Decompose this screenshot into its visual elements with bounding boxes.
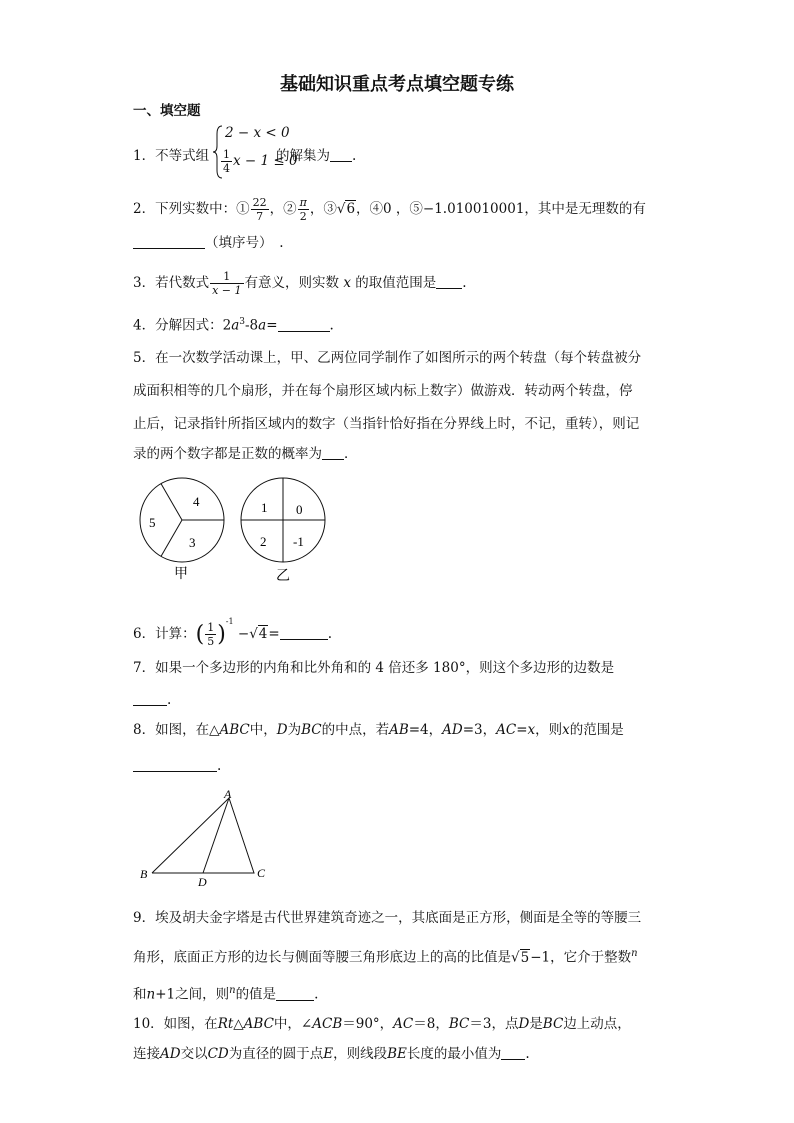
question-2-line2: （填序号） . bbox=[133, 233, 284, 253]
question-5-line4: 录的两个数字都是正数的概率为 ． bbox=[133, 446, 358, 462]
question-9-line3: 和n+1之间，则$^n$的值是 . bbox=[133, 985, 319, 1003]
answer-blank-2[interactable] bbox=[133, 234, 205, 249]
question-9-line2: 角形，底面正方形的边长与侧面等腰三角形底边上的高的比值是√5−1，它介于整数$^n$ bbox=[133, 948, 638, 966]
answer-blank-6[interactable] bbox=[280, 625, 328, 640]
question-8-line2: . bbox=[133, 756, 221, 776]
spinner-a-label: 甲 bbox=[174, 567, 188, 582]
question-8: 8．如图，在△ABC中，D为BC的中点，若AB=4，AD=3，AC=x，则x的范围是 bbox=[133, 722, 624, 738]
spinner-b-sector-1: 1 bbox=[261, 500, 268, 515]
answer-blank-9[interactable] bbox=[276, 986, 314, 1001]
answer-blank-5[interactable] bbox=[322, 445, 344, 460]
spinner-a-sector-5: 5 bbox=[149, 515, 156, 530]
spinner-a-sector-3: 3 bbox=[189, 535, 196, 550]
answer-blank-10[interactable] bbox=[501, 1045, 525, 1060]
answer-blank-3[interactable] bbox=[436, 274, 462, 289]
spinner-figure bbox=[130, 470, 340, 585]
answer-blank-1[interactable] bbox=[330, 147, 352, 162]
question-5-line2: 成面积相等的几个扇形，并在每个扇形区域内标上数字）做游戏．转动两个转盘，停 bbox=[133, 383, 633, 399]
section-heading: 一、填空题 bbox=[133, 103, 201, 119]
spinner-b-label: 乙 bbox=[276, 569, 290, 584]
question-5-line3: 止后，记录指针所指区域内的数字（当指针恰好指在分界线上时，不记，重转），则记 bbox=[133, 416, 640, 432]
spinner-b-sector-2: 2 bbox=[260, 534, 267, 549]
question-1-prefix: 1．不等式组 bbox=[133, 148, 210, 164]
point-b-label: B bbox=[140, 867, 148, 881]
q1-fraction: $\frac{1}{4}$ bbox=[223, 148, 230, 175]
answer-blank-4[interactable] bbox=[278, 317, 330, 332]
question-7-line2: . bbox=[133, 690, 171, 710]
spinner-b-sector-neg1: -1 bbox=[293, 534, 304, 549]
question-3: 3．若代数式 $\frac{1}{x - 1}$ 有意义，则实数 x 的取值范围是 . bbox=[133, 270, 467, 297]
q1-inequality-2: $\frac{1}{4}$ x − 1 ≤ 0 bbox=[223, 148, 298, 175]
question-6: 6．计算：( $\frac{1}{5}$ )$^{-1}$ −√4= . bbox=[133, 617, 332, 648]
q1-suffix: 的解集为 . bbox=[276, 148, 357, 164]
page-title: 基础知识重点考点填空题专练 bbox=[280, 74, 514, 95]
answer-blank-8[interactable] bbox=[133, 757, 217, 772]
question-2: 2．下列实数中：① $\frac{22}{7}$ ，② $\frac{\pi}{2}$ ，③√6，④0 ，⑤−1.010010001，其中是无理数的有 bbox=[133, 196, 646, 223]
spinner-a bbox=[140, 478, 224, 582]
answer-blank-7[interactable] bbox=[133, 691, 167, 706]
point-d-label: D bbox=[198, 875, 207, 889]
question-4: 4．分解因式：$2a^3-8a=$ . bbox=[133, 317, 334, 334]
spinner-b-sector-0: 0 bbox=[296, 502, 303, 517]
question-10-line1: 10．如图，在Rt△ABC中，∠ACB＝90°，AC＝8，BC＝3，点D是BC边上动点， bbox=[133, 1016, 631, 1032]
question-9-line1: 9．埃及胡夫金字塔是古代世界建筑奇迹之一，其底面是正方形，侧面是全等的等腰三 bbox=[133, 910, 642, 926]
question-10-line2: 连接AD交以CD为直径的圆于点E，则线段BE长度的最小值为 . bbox=[133, 1046, 530, 1062]
point-c-label: C bbox=[257, 866, 266, 880]
triangle-figure bbox=[135, 786, 275, 890]
q1-inequality-1: 2 − x < 0 bbox=[225, 125, 290, 141]
spinner-a-sector-4: 4 bbox=[193, 494, 200, 509]
question-7: 7．如果一个多边形的内角和比外角和的 4 倍还多 180°，则这个多边形的边数是 bbox=[133, 660, 615, 676]
spinner-b bbox=[241, 478, 325, 584]
question-5-line1: 5．在一次数学活动课上，甲、乙两位同学制作了如图所示的两个转盘（每个转盘被分 bbox=[133, 350, 642, 366]
point-a-label: A bbox=[224, 787, 232, 801]
